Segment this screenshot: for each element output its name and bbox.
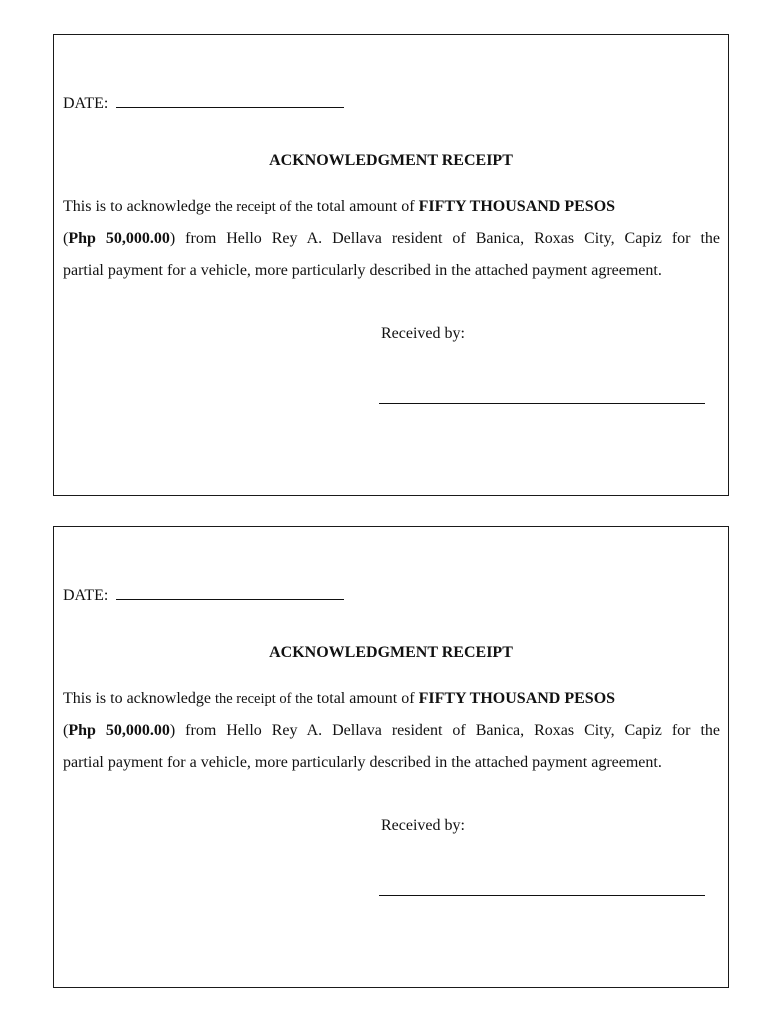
received-by-label: Received by: bbox=[381, 817, 465, 834]
receipt-card bbox=[53, 34, 729, 496]
date-blank-line bbox=[116, 584, 344, 600]
paren-open: ( bbox=[63, 230, 69, 247]
body-text-segment-small: the receipt of the bbox=[214, 691, 313, 707]
body-line-2 bbox=[63, 715, 720, 747]
body-text-segment: total amount of bbox=[316, 198, 415, 215]
body-line-3: partial payment for a vehicle, more particularly described in the attached payment agreement. bbox=[63, 262, 662, 279]
date-label: DATE: bbox=[63, 95, 109, 112]
date-label: DATE: bbox=[63, 587, 109, 604]
body-text-segment: This is to acknowledge bbox=[63, 690, 211, 707]
body-text-segment: ) from Hello Rey A. Dellava resident of Banica, Roxas City, Capiz for the bbox=[169, 230, 720, 247]
amount-in-figures: Php 50,000.00 bbox=[68, 230, 170, 247]
signature-line bbox=[379, 403, 705, 404]
amount-in-figures: Php 50,000.00 bbox=[68, 722, 170, 739]
body-text-segment: ) from Hello Rey A. Dellava resident of Banica, Roxas City, Capiz for the bbox=[169, 722, 720, 739]
body-text-segment: This is to acknowledge bbox=[63, 198, 211, 215]
amount-in-words: FIFTY THOUSAND PESOS bbox=[418, 690, 616, 707]
date-row bbox=[63, 92, 344, 114]
receipt-body bbox=[63, 191, 720, 287]
body-line-2 bbox=[63, 223, 720, 255]
receipt-title: ACKNOWLEDGMENT RECEIPT bbox=[269, 644, 513, 661]
body-text-segment: total amount of bbox=[316, 690, 415, 707]
body-line-3: partial payment for a vehicle, more particularly described in the attached payment agreement. bbox=[63, 754, 662, 771]
date-row bbox=[63, 584, 344, 606]
signature-line bbox=[379, 895, 705, 896]
received-by-label: Received by: bbox=[381, 325, 465, 342]
receipt-card bbox=[53, 526, 729, 988]
date-blank-line bbox=[116, 92, 344, 108]
body-line-1 bbox=[63, 191, 720, 223]
paren-open: ( bbox=[63, 722, 69, 739]
body-text-segment-small: the receipt of the bbox=[214, 199, 313, 215]
body-line-1 bbox=[63, 683, 720, 715]
receipt-body bbox=[63, 683, 720, 779]
receipt-title: ACKNOWLEDGMENT RECEIPT bbox=[269, 152, 513, 169]
amount-in-words: FIFTY THOUSAND PESOS bbox=[418, 198, 616, 215]
